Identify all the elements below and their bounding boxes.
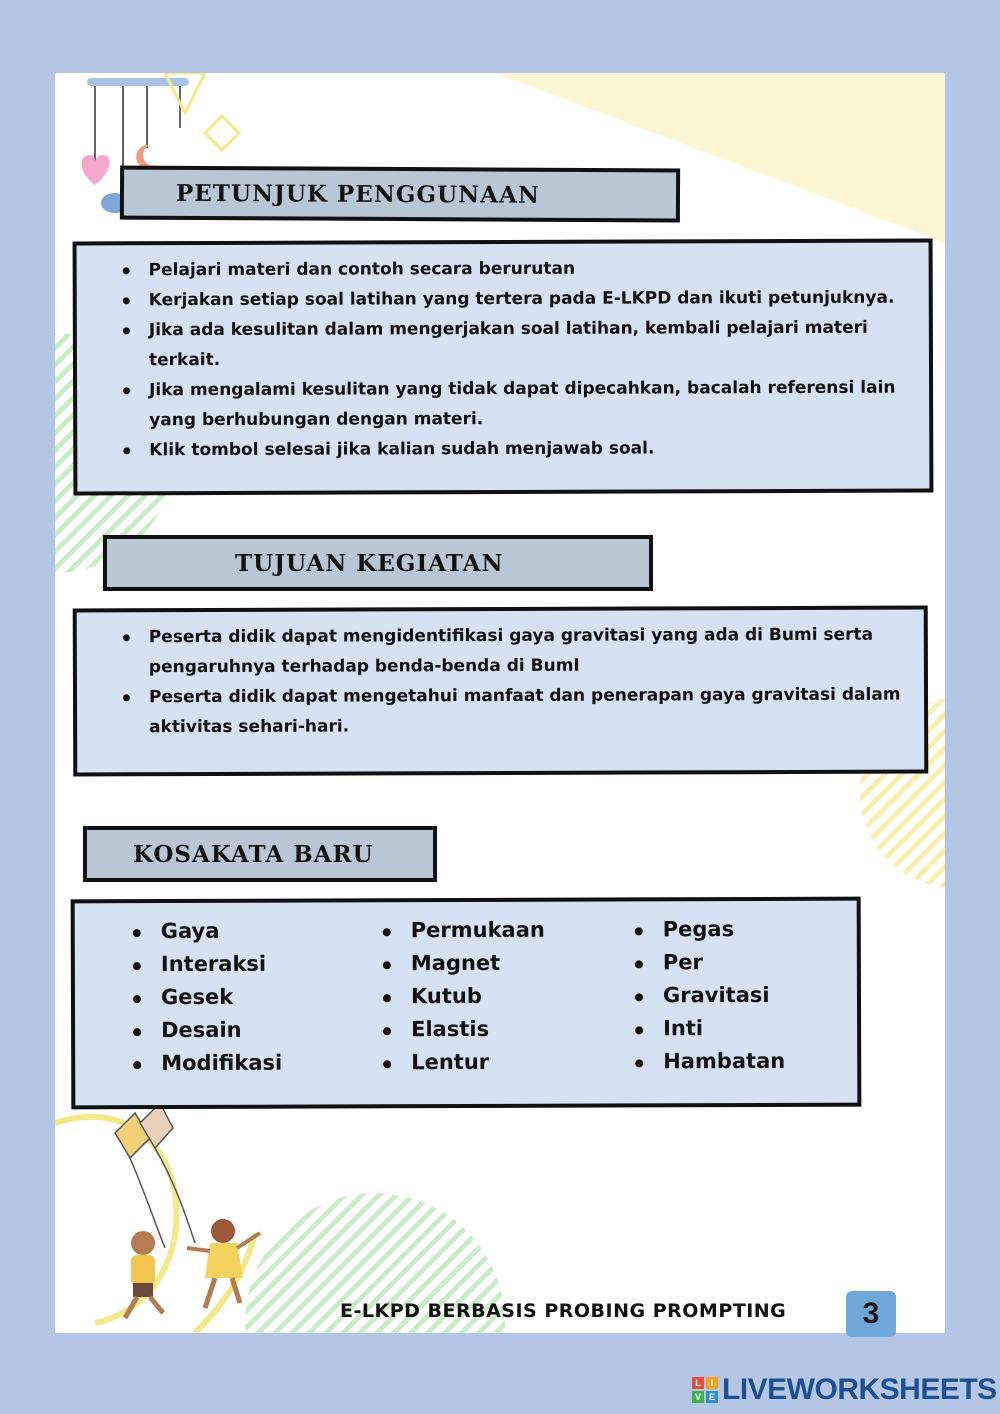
vocab-column-1 [131,915,283,1081]
list-item: Peserta didik dapat mengidentifikasi gaya gravitasi yang ada di Bumi serta pengaruhnya terhadap benda-benda di BumI [117,620,902,683]
vocab-item: Hambatan [633,1045,785,1079]
vocab-item: Lentur [381,1046,545,1080]
list-item: Peserta didik dapat mengetahui manfaat dan penerapan gaya gravitasi dalam aktivitas sehari-hari. [117,680,902,743]
kosakata-title: KOSAKATA BARU [133,840,374,868]
brand-name: LIVEWORKSHEETS [722,1373,997,1406]
vocab-item: Per [633,946,785,980]
footer-title: E-LKPD BERBASIS PROBING PROMPTING [340,1300,787,1322]
page-number-badge: 3 [846,1291,896,1337]
vocab-item: Gesek [131,981,282,1015]
kosakata-box [71,897,862,1110]
section-title-petunjuk [120,166,680,223]
list-item: Pelajari materi dan contoh secara berurutan [117,253,909,286]
vocab-column-3 [633,913,786,1079]
vocab-item: Elastis [381,1013,545,1047]
vocab-column-2 [381,914,546,1080]
vocab-item: Permukaan [381,914,545,948]
petunjuk-list [117,253,910,466]
petunjuk-box [73,238,934,495]
liveworksheets-brand[interactable] [692,1373,997,1407]
section-title-tujuan [103,535,653,591]
list-item: Kerjakan setiap soal latihan yang tertera pada E-LKPD dan ikuti petunjuknya. [117,283,909,316]
vocab-item: Inti [633,1012,785,1046]
tujuan-title: TUJUAN KEGIATAN [235,549,504,577]
tujuan-list [117,620,902,743]
logo-letter: L [692,1377,704,1389]
vocab-item: Kutub [381,980,545,1014]
worksheet-page [55,73,945,1333]
vocab-item: Gaya [131,915,282,949]
logo-letter: I [706,1377,718,1389]
list-item: Jika mengalami kesulitan yang tidak dapat dipecahkan, bacalah referensi lain yang berhubungan dengan materi. [117,373,909,436]
petunjuk-title: PETUNJUK PENGGUNAAN [175,179,540,209]
tujuan-box [73,606,929,777]
vocab-item: Magnet [381,947,545,981]
vocab-item: Desain [131,1014,282,1048]
logo-letter: E [706,1391,718,1403]
liveworksheets-logo-icon [692,1377,718,1403]
list-item: Klik tombol selesai jika kalian sudah menjawab soal. [117,433,909,466]
logo-letter: V [692,1391,704,1403]
vocab-item: Interaksi [131,948,282,982]
section-title-kosakata [83,826,437,882]
vocab-item: Gravitasi [633,979,785,1013]
vocab-item: Modifikasi [131,1047,282,1081]
list-item: Jika ada kesulitan dalam mengerjakan soal latihan, kembali pelajari materi terkait. [117,313,909,376]
vocab-item: Pegas [633,913,785,947]
